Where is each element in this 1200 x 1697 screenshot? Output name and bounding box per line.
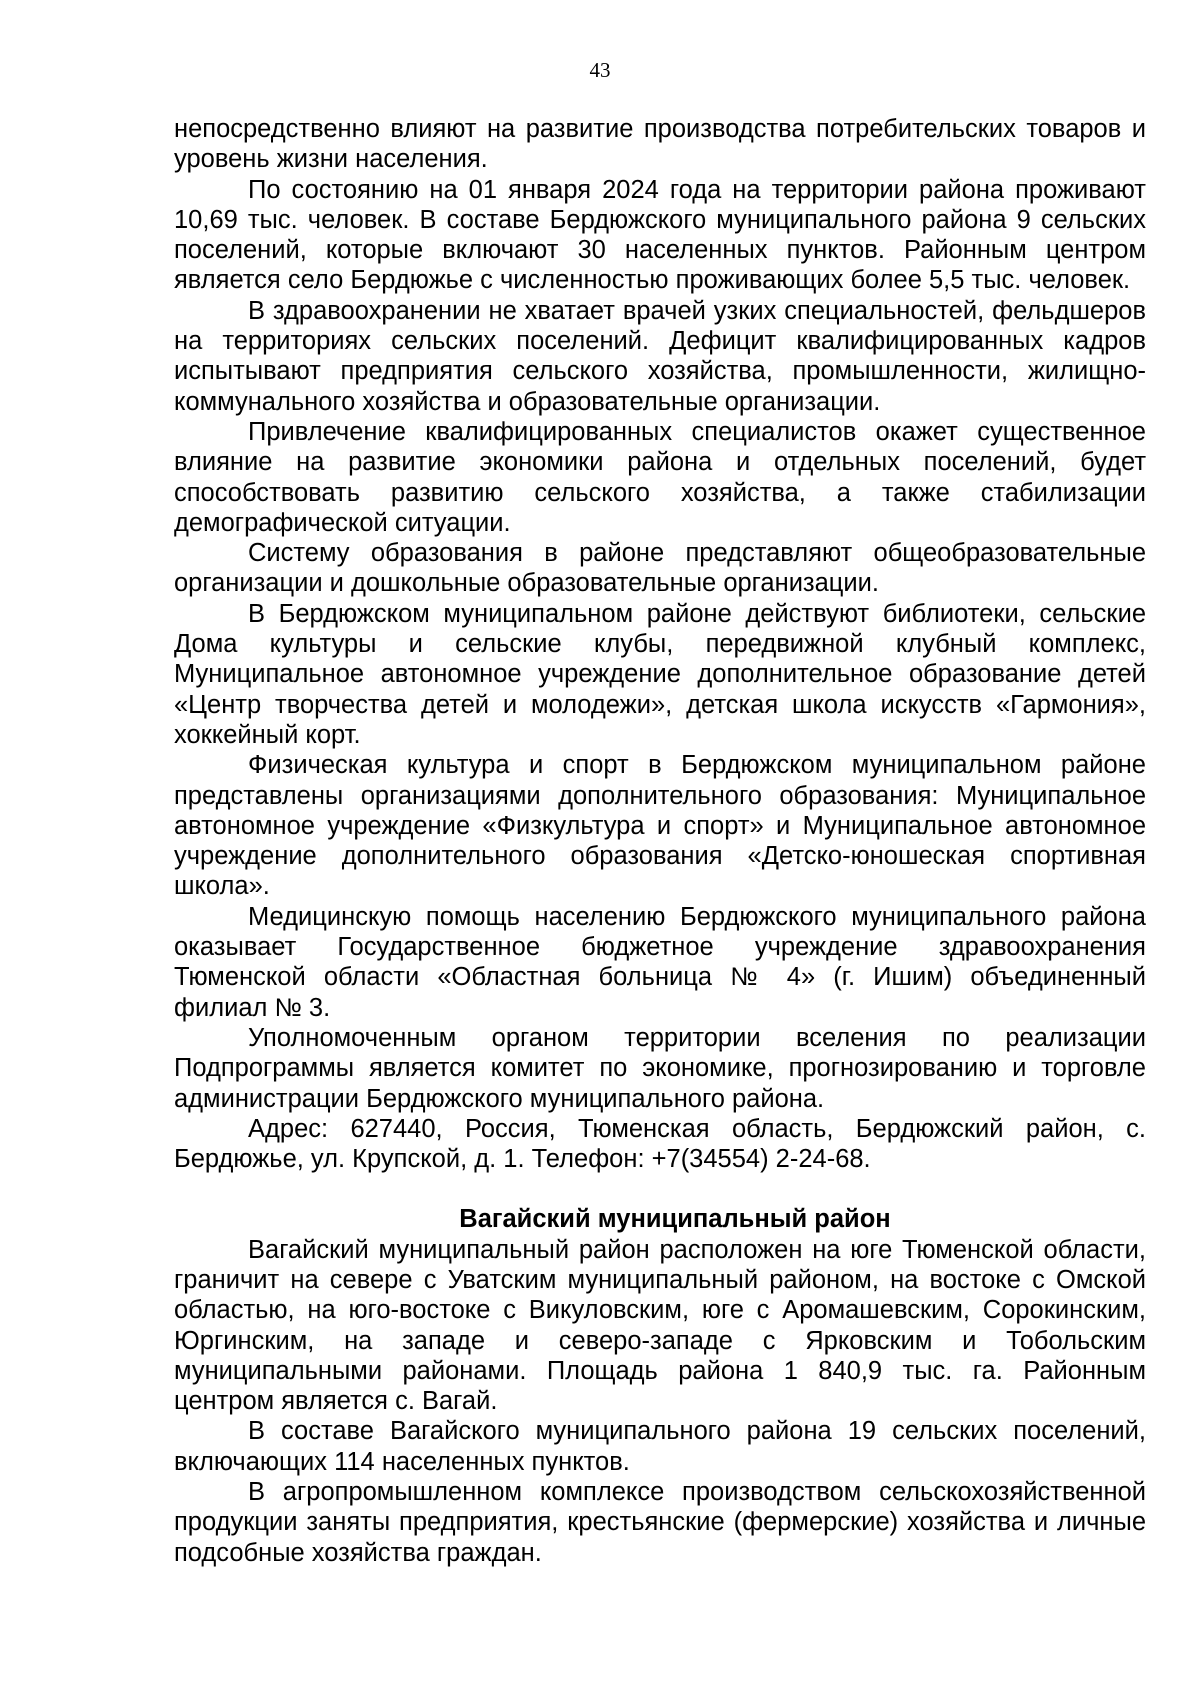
paragraph-medical: Медицинскую помощь населению Бердюжского муниципального района оказывает Государственное бюджетное учреждение здравоохранения Тюменской области «Областная больница № 4» (г. Ишим) объединенный филиал № 3. bbox=[174, 902, 1146, 1022]
paragraph-address: Адрес: 627440, Россия, Тюменская область, Бердюжский район, с. Бердюжье, ул. Крупской, д. 1. Телефон: +7(34554) 2-24-68. bbox=[174, 1114, 1146, 1174]
paragraph-culture: В Бердюжском муниципальном районе действуют библиотеки, сельские Дома культуры и сельские клубы, передвижной клубный комплекс, Муниципальное автономное учреждение дополнительное образование детей «Центр творчества детей и молодежи», детская школа искусств «Гармония», хоккейный корт. bbox=[174, 599, 1146, 749]
paragraph-specialists: Привлечение квалифицированных специалистов окажет существенное влияние на развитие экономики района и отдельных поселений, будет способствовать развитию сельского хозяйства, а также стабилизации демографической ситуации. bbox=[174, 417, 1146, 537]
section-heading: Вагайский муниципальный район bbox=[459, 1205, 891, 1234]
paragraph-education: Систему образования в районе представляют общеобразовательные организации и дошкольные образовательные организации. bbox=[174, 539, 1146, 598]
paragraph-vagai-location: Вагайский муниципальный район расположен на юге Тюменской области, граничит на севере с Уватским муниципальный районом, на востоке с Омской областью, на юго-востоке с Викуловским, юге с Аромашевским, Сорокинским, Юргинским, на западе и северо-западе с Ярковским и Тобольским муниципальными районами. Площадь района 1 840,9 тыс. га. Районным центром является с. Вагай. bbox=[174, 1235, 1146, 1416]
paragraph-authority: Уполномоченным органом территории вселения по реализации Подпрограммы является комитет по экономике, прогнозированию и торговле администрации Бердюжского муниципального района. bbox=[174, 1023, 1146, 1113]
page-number: 43 bbox=[589, 58, 611, 82]
section-spacer bbox=[174, 1174, 1146, 1204]
paragraph-vagai-agro: В агропромышленном комплексе производством сельскохозяйственной продукции заняты предприятия, крестьянские (фермерские) хозяйства и личные подсобные хозяйства граждан. bbox=[174, 1478, 1146, 1567]
paragraph-population: По состоянию на 01 января 2024 года на территории района проживают 10,69 тыс. человек. В составе Бердюжского муниципального района 9 сельских поселений, которые включают 30 населенных пунктов. Районным центром является село Бердюжье с численностью проживающих более 5,5 тыс. человек. bbox=[174, 175, 1146, 295]
paragraph-sport: Физическая культура и спорт в Бердюжском муниципальном районе представлены организациями дополнительного образования: Муниципальное автономное учреждение «Физкультура и спорт» и Муниципальное автономное учреждение дополнительного образования «Детско-юношеская спортивная школа». bbox=[174, 751, 1146, 901]
document-body bbox=[174, 114, 1146, 1568]
paragraph-vagai-settlements: В составе Вагайского муниципального района 19 сельских поселений, включающих 114 населенных пунктов. bbox=[174, 1417, 1146, 1476]
paragraph-healthcare-staff: В здравоохранении не хватает врачей узких специальностей, фельдшеров на территориях сельских поселений. Дефицит квалифицированных кадров испытывают предприятия сельского хозяйства, промышленности, жилищно-коммунального хозяйства и образовательные организации. bbox=[174, 296, 1146, 416]
paragraph-continuation: непосредственно влияют на развитие производства потребительских товаров и уровень жизни населения. bbox=[174, 115, 1146, 174]
